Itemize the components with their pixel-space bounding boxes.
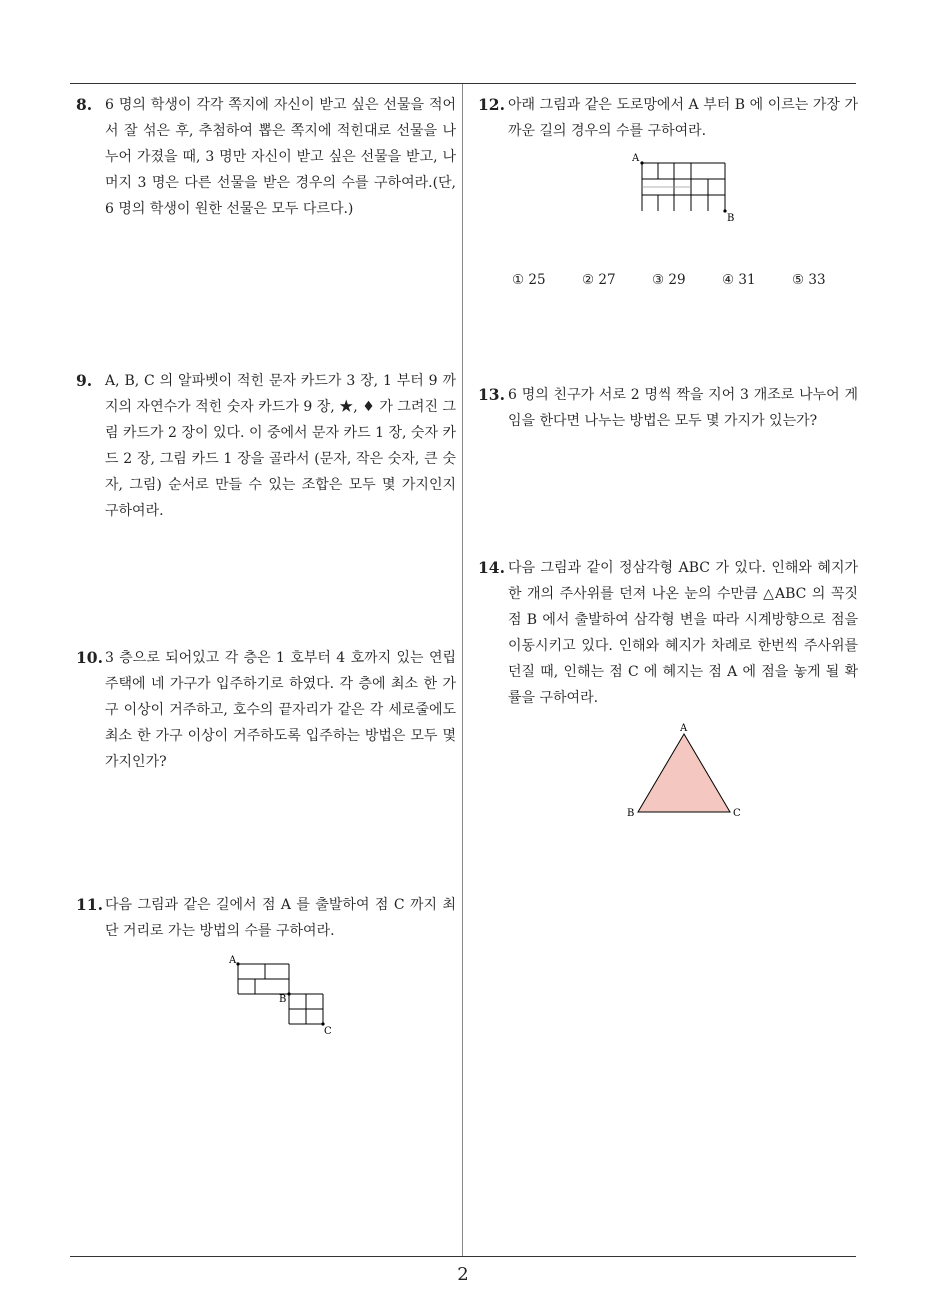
problem-number: 11. [76, 895, 103, 914]
label-a: A [632, 153, 640, 164]
choice-3[interactable]: ③ 29 [652, 272, 686, 288]
top-rule [70, 83, 856, 84]
problem-text: A, B, C 의 알파벳이 적힌 문자 카드가 3 장, 1 부터 9 까지의 자연수가 적힌 숫자 카드가 9 장, ★, ♦ 가 그려진 그림 카드가 2 장이 있다. 이 중에서 문자 카드 1 장, 숫자 카드 2 장, 그림 카드 1 장을 골라서 (문자, 작은 숫자, 큰 숫자, 그림) 순서로 만들 수 있는 조합은 모두 몇 가지인지 구하여라. [105, 373, 456, 519]
bottom-rule [70, 1256, 856, 1257]
problem-number: 8. [76, 95, 93, 114]
label-b: B [279, 994, 287, 1005]
problem-number: 14. [478, 558, 505, 577]
point-a [236, 962, 239, 965]
column-divider [462, 84, 463, 1256]
problem-text: 아래 그림과 같은 도로망에서 A 부터 B 에 이르는 가장 가까운 길의 경우의 수를 구하여라. [508, 97, 858, 139]
label-a: A [229, 955, 237, 966]
triangle-figure-14 [622, 722, 746, 822]
problem-text: 다음 그림과 같은 길에서 점 A 를 출발하여 점 C 까지 최단 거리로 가는 방법의 수를 구하여라. [105, 897, 456, 939]
problem-text: 다음 그림과 같이 정삼각형 ABC 가 있다. 인해와 혜지가 한 개의 주사위를 던져 나온 눈의 수만큼 △ABC 의 꼭짓점 B 에서 출발하여 삼각형 변을 따라 시계방향으로 점을 이동시키고 있다. 인해와 혜지가 차례로 한번씩 주사위를 던질 때, 인해는 점 C 에 혜지는 점 A 에 점을 놓게 될 확률을 구하여라. [508, 560, 858, 706]
problem-text: 6 명의 학생이 각각 쪽지에 자신이 받고 싶은 선물을 적어서 잘 섞은 후, 추첨하여 뽑은 쪽지에 적힌대로 선물을 나누어 가졌을 때, 3 명만 자신이 받고 싶은 선물을 받고, 나머지 3 명은 다른 선물을 받은 경우의 수를 구하여라.(단, 6 명의 학생이 원한 선물은 모두 다르다.) [105, 97, 456, 217]
problem-number: 12. [478, 95, 505, 114]
label-c: C [324, 1026, 332, 1037]
problem-number: 9. [76, 371, 93, 390]
label-c: C [733, 808, 741, 819]
label-a: A [680, 723, 688, 734]
page-number: 2 [457, 1264, 469, 1285]
problem-text: 6 명의 친구가 서로 2 명씩 짝을 지어 3 개조로 나누어 게임을 한다면 나누는 방법은 모두 몇 가지가 있는가? [508, 387, 858, 429]
problem-number: 13. [478, 385, 505, 404]
choice-2[interactable]: ② 27 [582, 272, 616, 288]
problem-number: 10. [76, 648, 103, 667]
point-a [640, 161, 643, 164]
choice-5[interactable]: ⑤ 33 [792, 272, 826, 288]
grid-figure-11 [226, 952, 336, 1042]
choice-1[interactable]: ① 25 [512, 272, 546, 288]
point-b [287, 992, 290, 995]
label-b: B [727, 213, 735, 224]
label-b: B [627, 808, 635, 819]
choice-4[interactable]: ④ 31 [722, 272, 756, 288]
equilateral-triangle [638, 734, 730, 812]
problem-text: 3 층으로 되어있고 각 층은 1 호부터 4 호까지 있는 연립 주택에 네 가구가 입주하기로 하였다. 각 층에 최소 한 가구 이상이 거주하고, 호수의 끝자리가 같은 각 세로줄에도 최소 한 가구 이상이 거주하도록 입주하는 방법은 모두 몇 가지인가? [105, 650, 456, 770]
grid-figure-12 [628, 150, 740, 228]
